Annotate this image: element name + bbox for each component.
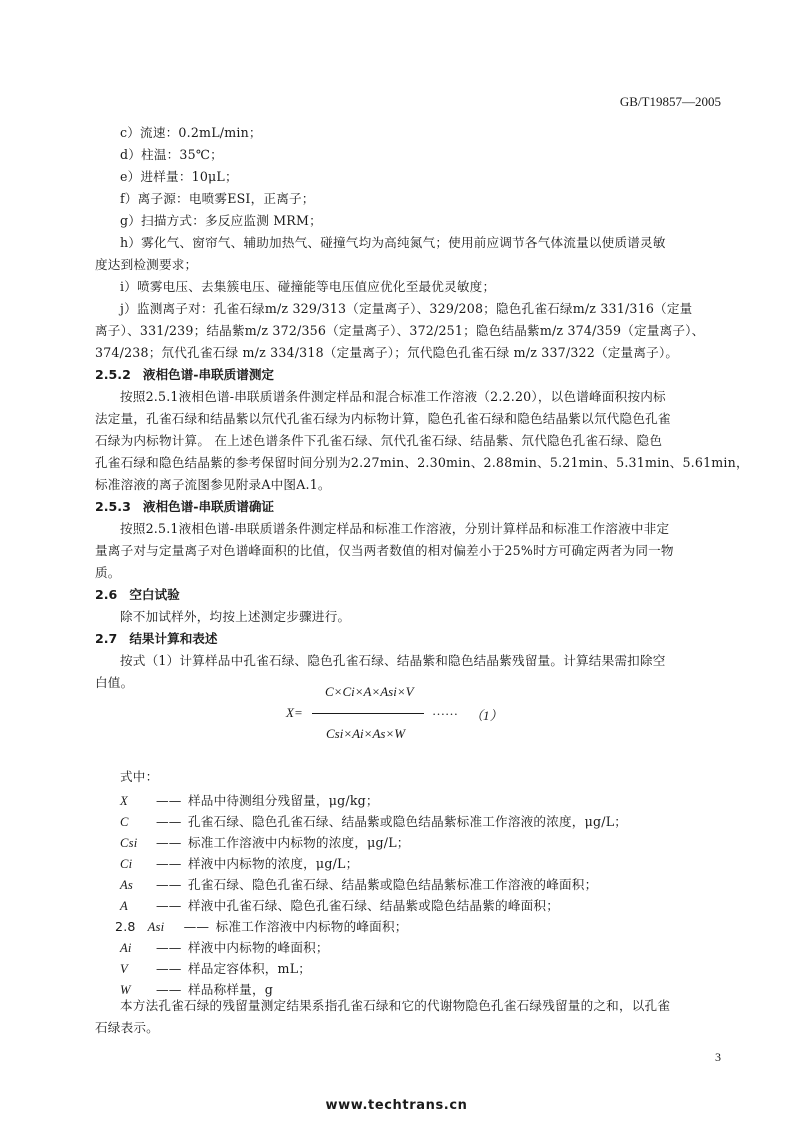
section-number: 2.6 [95,587,118,602]
definition-symbol: X [120,794,128,808]
list-item-ion-pairs-cont-1: 离子）、331/239；结晶紫m/z 372/356（定量离子）、372/251；隐色结晶紫m/z 374/359（定量离子）、 [95,323,705,338]
formula-lhs: X= [286,705,303,720]
paragraph-line: 法定量，孔雀石绿和结晶紫以氘代孔雀石绿为内标物计算，隐色孔雀石绿和隐色结晶紫以氘代隐色孔雀 [95,411,671,426]
section-number: 2.7 [95,631,118,646]
definition-symbol: Asi [147,920,165,934]
list-item-flow-rate: c）流速：0.2mL/min； [120,125,262,140]
paragraph-line: 石绿为内标物计算。 在上述色谱条件下孔雀石绿、氘代孔雀石绿、结晶紫、氘代隐色孔雀石绿、隐色 [95,433,663,448]
definition-row [120,853,358,872]
definition-row [120,811,627,830]
definition-text: 样液中孔雀石绿、隐色孔雀石绿、结晶紫或隐色结晶紫的峰面积； [188,898,560,913]
definition-dash: —— [156,835,182,850]
definition-dash: —— [156,961,182,976]
paragraph-line: 按照2.5.1液相色谱-串联质谱条件测定样品和标准工作溶液，分别计算样品和标准工作溶液中非定 [120,521,670,536]
definition-text: 标准工作溶液中内标物的峰面积； [215,919,408,934]
definition-row [120,874,597,893]
definition-dash: —— [156,814,182,829]
definition-symbol: Ai [120,941,132,955]
list-item-column-temp: d）柱温：35℃； [120,147,223,162]
paragraph-line: 白值。 [95,675,134,690]
footer-url: www.techtrans.cn [325,1098,468,1113]
section-heading-2-5-2 [95,364,274,383]
definition-text: 样液中内标物的浓度，μg/L； [188,856,359,871]
definition-dash: —— [156,793,182,808]
definition-text: 孔雀石绿、隐色孔雀石绿、结晶紫或隐色结晶紫标准工作溶液的浓度，μg/L； [188,814,628,829]
definition-text: 标准工作溶液中内标物的浓度，μg/L； [188,835,410,850]
list-item-ion-source: f）离子源：电喷雾ESI，正离子； [120,191,315,206]
standard-number: GB/T19857—2005 [619,94,721,109]
formula-denominator: Csi×Ai×As×W [326,726,406,741]
definition-prefix: 2.8 [115,919,136,934]
definition-dash: —— [156,940,182,955]
paragraph-line: 除不加试样外，均按上述测定步骤进行。 [120,609,351,624]
definition-row [120,937,329,956]
section-heading-2-5-3 [95,496,274,515]
section-heading-2-7 [95,628,217,647]
definition-symbol: V [120,962,128,976]
formula-numerator: C×Ci×A×Asi×V [325,684,414,699]
list-item-scan-mode: g）扫描方式：多反应监测 MRM； [120,213,322,228]
definition-row [120,895,559,914]
definition-row [120,790,379,809]
paragraph-line: 按式（1）计算样品中孔雀石绿、隐色孔雀石绿、结晶紫和隐色结晶紫残留量。计算结果需扣除空 [120,653,666,668]
definition-symbol: A [120,899,128,913]
definition-symbol: C [120,815,129,829]
page-number: 3 [715,1050,721,1064]
section-title: 液相色谱-串联质谱确证 [142,499,275,514]
list-item-gases-cont: 度达到检测要求； [95,257,198,272]
formula-dots: …… [432,703,458,718]
section-number: 2.5.2 [95,367,131,382]
section-number: 2.5.3 [95,499,131,514]
list-item-gases: h）雾化气、窗帘气、辅助加热气、碰撞气均为高纯氮气；使用前应调节各气体流量以使质谱灵敏 [120,235,666,250]
list-item-ion-pairs: j）监测离子对：孔雀石绿m/z 329/313（定量离子）、329/208；隐色孔雀石绿m/z 331/316（定量 [120,301,693,316]
definition-symbol: Csi [120,836,138,850]
paragraph-line: 质。 [95,565,121,580]
definition-row [120,832,410,851]
definition-dash: —— [156,898,182,913]
section-title: 液相色谱-串联质谱测定 [142,367,275,382]
definition-dash: —— [156,982,182,997]
paragraph-line: 量离子对与定量离子对色谱峰面积的比值，仅当两者数值的相对偏差小于25%时方可确定两者为同一物 [95,543,674,558]
definition-row [115,916,408,935]
paragraph-line: 孔雀石绿和隐色结晶紫的参考保留时间分别为2.27min、2.30min、2.88min、5.21min、5.31min、5.61min， [95,455,749,470]
list-item-ion-pairs-cont-2: 374/238；氘代孔雀石绿 m/z 334/318（定量离子）；氘代隐色孔雀石绿 m/z 337/322（定量离子）。 [95,345,679,360]
definition-row [120,958,311,977]
formula-equation-number: （1） [470,708,503,723]
definition-dash: —— [183,919,210,934]
paragraph-line: 石绿表示。 [95,1020,159,1035]
section-heading-2-6 [95,584,180,603]
definition-text: 样品中待测组分残留量，μg/kg； [188,793,379,808]
paragraph-line: 按照2.5.1液相色谱-串联质谱条件测定样品和混合标准工作溶液（2.2.20），以色谱峰面积按内标 [120,389,666,404]
list-item-voltages: i）喷雾电压、去集簇电压、碰撞能等电压值应优化至最优灵敏度； [120,279,496,294]
paragraph-line: 标准溶液的离子流图参见附录A中图A.1。 [95,477,331,492]
section-title: 空白试验 [129,587,180,602]
definition-text: 样液中内标物的峰面积； [188,940,329,955]
paragraph-line: 本方法孔雀石绿的残留量测定结果系指孔雀石绿和它的代谢物隐色孔雀石绿残留量的之和，以孔雀 [120,998,671,1013]
definition-dash: —— [156,856,182,871]
definition-symbol: W [120,983,131,997]
definition-symbol: As [120,878,133,892]
section-title: 结果计算和表述 [129,631,218,646]
fraction-bar [312,713,424,714]
definition-text: 样品定容体积，mL； [188,961,312,976]
definition-text: 孔雀石绿、隐色孔雀石绿、结晶紫或隐色结晶紫标准工作溶液的峰面积； [188,877,598,892]
definition-dash: —— [156,877,182,892]
definitions-intro: 式中： [120,769,159,784]
list-item-injection-volume: e）进样量：10μL； [120,169,238,184]
definition-text: 样品称样量，g [188,982,274,997]
definition-symbol: Ci [120,857,133,871]
